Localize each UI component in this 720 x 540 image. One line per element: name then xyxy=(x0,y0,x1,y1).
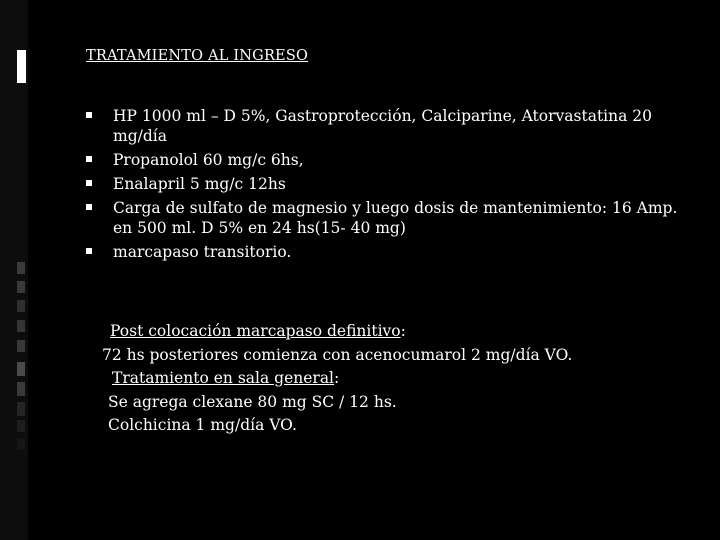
ward-treatment-heading: Tratamiento en sala general xyxy=(112,369,335,387)
treatment-notes xyxy=(100,320,572,438)
bullet-text: Propanolol 60 mg/c 6hs, xyxy=(113,151,304,169)
bullet-text: Enalapril 5 mg/c 12hs xyxy=(113,175,286,193)
decor-block xyxy=(17,281,25,293)
decor-block xyxy=(17,382,25,396)
bullet-text: Carga de sulfato de magnesio y luego dosis de mantenimiento: 16 Amp. en 500 ml. D 5% en 24 hs(15- 40 mg) xyxy=(113,199,678,237)
heading-colon: : xyxy=(334,369,340,387)
slide-title: TRATAMIENTO AL INGRESO xyxy=(86,48,309,64)
square-bullet-icon xyxy=(86,180,92,186)
note-line: Se agrega clexane 80 mg SC / 12 hs. xyxy=(108,392,397,411)
note-line: Colchicina 1 mg/día VO. xyxy=(108,416,297,434)
decor-block xyxy=(17,438,25,450)
list-item xyxy=(86,174,696,194)
decor-block xyxy=(17,320,25,332)
decor-block xyxy=(17,420,25,432)
decor-block xyxy=(17,262,25,274)
accent-block xyxy=(17,50,26,83)
list-item xyxy=(86,198,696,238)
post-pacemaker-heading-line xyxy=(100,320,572,344)
list-item xyxy=(86,106,696,146)
decor-block xyxy=(17,402,25,416)
decor-block xyxy=(17,362,25,376)
list-item xyxy=(86,242,696,262)
list-item xyxy=(86,150,696,170)
decor-block xyxy=(17,300,25,312)
bullet-text: HP 1000 ml – D 5%, Gastroprotección, Calciparine, Atorvastatina 20 mg/día xyxy=(113,107,653,145)
note-line: 72 hs posteriores comienza con acenocumarol 2 mg/día VO. xyxy=(102,345,573,364)
square-bullet-icon xyxy=(86,204,92,210)
left-decorative-strip xyxy=(0,0,28,540)
square-bullet-icon xyxy=(86,112,92,118)
bullet-text: marcapaso transitorio. xyxy=(113,243,292,261)
square-bullet-icon xyxy=(86,156,92,162)
square-bullet-icon xyxy=(86,248,92,254)
heading-colon: : xyxy=(400,322,406,340)
treatment-bullet-list xyxy=(86,106,696,266)
ward-treatment-heading-line xyxy=(100,367,572,391)
post-pacemaker-heading: Post colocación marcapaso definitivo xyxy=(110,322,401,340)
decor-block xyxy=(17,340,25,352)
